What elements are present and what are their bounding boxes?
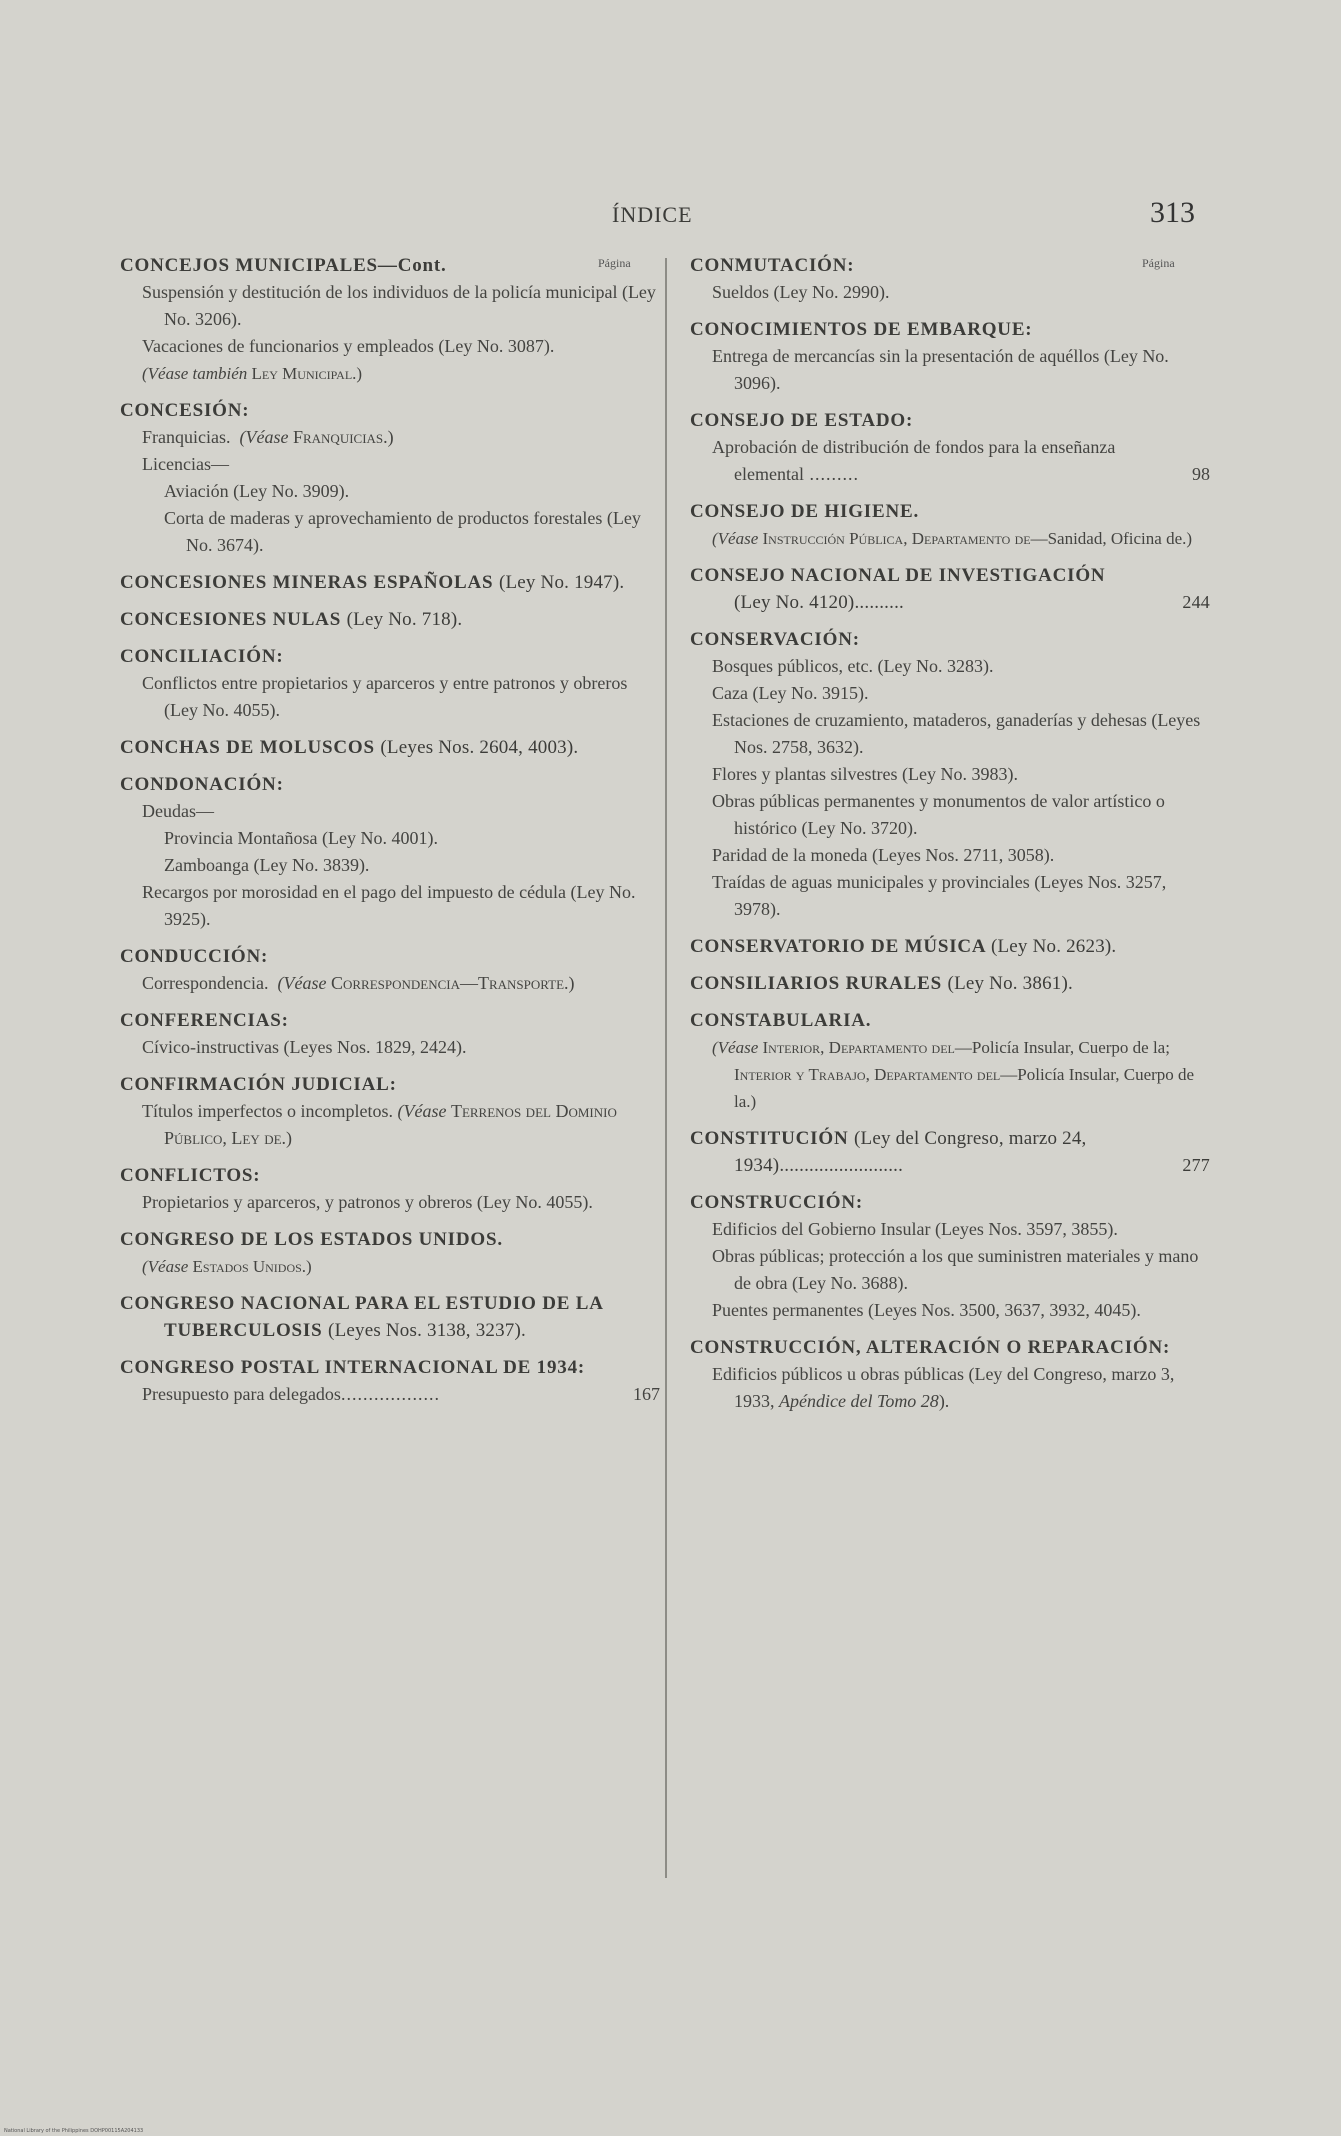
entry-heading: CONSTITUCIÓN (Ley del Congreso, marzo 24, 1934)......................... 277: [690, 1125, 1210, 1179]
see-target: Estados Unidos.): [192, 1257, 312, 1276]
entry-sub: Edificios del Gobierno Insular (Leyes Nos. 3597, 3855).: [712, 1219, 1118, 1239]
running-head: ÍNDICE: [612, 202, 693, 227]
entry-sub: [120, 1098, 660, 1152]
see-word: (Véase: [142, 1257, 189, 1276]
entry-heading: CONCESIÓN:: [120, 400, 250, 421]
see-target: Terrenos del Dominio Público, Ley de.): [164, 1101, 617, 1148]
entry-sub: Flores y plantas silvestres (Ley No. 3983).: [712, 764, 1018, 784]
see-reference: [690, 525, 1210, 552]
see-tail: —Sanidad, Oficina de.): [1030, 529, 1193, 548]
index-entry: [690, 1189, 1210, 1324]
entry-sub: Propietarios y aparceros, y patronos y obreros (Ley No. 4055).: [142, 1192, 593, 1212]
entry-sub: Deudas—: [142, 801, 214, 821]
entry-sub: Paridad de la moneda (Leyes Nos. 2711, 3058).: [712, 845, 1055, 865]
see-word: (Véase: [712, 529, 759, 548]
index-entry: [120, 1071, 660, 1152]
entry-heading: CONFERENCIAS:: [120, 1010, 289, 1031]
see-word: (Véase: [239, 427, 289, 447]
entry-heading: CONSTABULARIA.: [690, 1010, 872, 1031]
heading-text: CONCESIONES NULAS: [120, 609, 342, 630]
heading-text: CONSILIARIOS RURALES: [690, 973, 942, 994]
heading-tail: (Ley No. 2623).: [990, 936, 1117, 957]
heading-text: CONGRESO NACIONAL PARA EL ESTUDIO DE LA TUBERCULOSIS: [120, 1293, 603, 1341]
entry-sub: [690, 1361, 1210, 1415]
see-tail: —Policía Insular, Cuerpo de la.): [734, 1065, 1195, 1111]
entry-heading: CONSEJO NACIONAL DE INVESTIGACIÓN (Ley No. 4120).......... 244: [690, 562, 1210, 616]
entry-heading: CONFLICTOS:: [120, 1165, 261, 1186]
entry-heading: CONSEJO DE ESTADO:: [690, 410, 914, 431]
heading-text: CONSERVATORIO DE MÚSICA: [690, 936, 986, 957]
entry-heading: CONSTRUCCIÓN:: [690, 1192, 863, 1213]
heading-tail: (Ley No. 718).: [346, 609, 463, 630]
entry-heading: CONDONACIÓN:: [120, 774, 284, 795]
heading-text: CONSEJO NACIONAL DE INVESTIGACIÓN: [690, 565, 1106, 586]
page-ref: 277: [1182, 1155, 1210, 1175]
entry-sub: Estaciones de cruzamiento, mataderos, ganaderías y dehesas (Leyes Nos. 2758, 3632).: [712, 710, 1201, 757]
see-target: Ley Municipal.): [251, 364, 363, 383]
page-column-label: Página: [1142, 256, 1175, 270]
sub-text: Aprobación de distribución de fondos para la enseñanza elemental: [712, 437, 1116, 484]
index-entry: [120, 569, 660, 596]
index-entry: [690, 626, 1210, 923]
entry-sub: Entrega de mercancías sin la presentación de aquéllos (Ley No. 3096).: [712, 346, 1169, 393]
heading-text: CONSTITUCIÓN: [690, 1128, 849, 1149]
page-ref: 167: [633, 1384, 660, 1404]
page-ref: 244: [1182, 592, 1210, 612]
entry-heading: [120, 569, 660, 596]
see-target: Correspondencia—Transporte.): [330, 973, 575, 993]
page-column-label: Página: [598, 256, 631, 270]
see-word: (Véase: [397, 1101, 447, 1121]
entry-sub: Cívico-instructivas (Leyes Nos. 1829, 2424).: [142, 1037, 467, 1057]
entry-heading: CONSTRUCCIÓN, ALTERACIÓN O REPARACIÓN:: [690, 1337, 1171, 1358]
index-entry: [120, 1162, 660, 1216]
entry-sub: Puentes permanentes (Leyes Nos. 3500, 3637, 3932, 4045).: [712, 1300, 1141, 1320]
index-entry: [120, 734, 660, 761]
right-column: [690, 252, 1210, 1425]
entry-sub: Aprobación de distribución de fondos para la enseñanza elemental ......... 98: [690, 434, 1210, 488]
entry-sub: Presupuesto para delegados.................. 167: [120, 1381, 660, 1408]
index-entry: [690, 1125, 1210, 1179]
sub-text: Correspondencia.: [142, 973, 269, 993]
entry-sub: Corta de maderas y aprovechamiento de productos forestales (Ley No. 3674).: [164, 508, 641, 555]
entry-sub: Obras públicas; protección a los que suministren materiales y mano de obra (Ley No. 3688).: [712, 1246, 1199, 1293]
entry-heading: CONCILIACIÓN:: [120, 646, 284, 667]
entry-sub: Aviación (Ley No. 3909).: [164, 481, 350, 501]
entry-heading: CONSEJO DE HIGIENE.: [690, 501, 919, 522]
entry-heading: [120, 1290, 660, 1344]
index-entry: [690, 252, 1210, 306]
heading-tail: (Ley No. 4120): [734, 592, 855, 613]
index-entry: [690, 970, 1210, 997]
index-entry: [690, 933, 1210, 960]
entry-sub: Zamboanga (Ley No. 3839).: [164, 855, 370, 875]
index-entry: [120, 1354, 660, 1408]
index-entry: [120, 1290, 660, 1344]
entry-sub: Licencias—: [142, 454, 229, 474]
index-entry: [120, 397, 660, 559]
index-entry: [120, 1007, 660, 1061]
entry-sub: Caza (Ley No. 3915).: [712, 683, 869, 703]
sub-text-end: ).: [938, 1391, 950, 1411]
entry-sub: Conflictos entre propietarios y aparceros y entre patronos y obreros (Ley No. 4055).: [142, 673, 628, 720]
see-word: (Véase también: [142, 364, 248, 383]
entry-heading: CONCEJOS MUNICIPALES—Cont.: [120, 255, 447, 276]
sub-text: Edificios públicos u obras públicas (Ley del Congreso, marzo 3, 1933,: [712, 1364, 1175, 1411]
entry-heading: CONSERVACIÓN:: [690, 629, 860, 650]
entry-sub: Vacaciones de funcionarios y empleados (Ley No. 3087).: [142, 336, 555, 356]
index-entry: [120, 606, 660, 633]
sub-text: Franquicias.: [142, 427, 231, 447]
entry-sub: [120, 970, 660, 997]
see-reference: [690, 1034, 1210, 1115]
index-entry: [120, 771, 660, 933]
heading-tail: (Leyes Nos. 2604, 4003).: [380, 737, 579, 758]
heading-text: CONCHAS DE MOLUSCOS: [120, 737, 375, 758]
see-target: Interior y Trabajo, Departamento del: [734, 1065, 1001, 1084]
see-reference: [120, 1253, 660, 1280]
column-rule: [665, 258, 667, 1878]
heading-tail: (Leyes Nos. 3138, 3237).: [328, 1320, 526, 1341]
scan-footer: National Library of the Philippines DOHP00115A204133: [4, 2128, 144, 2134]
entry-heading: [120, 606, 660, 633]
italic-ref: Apéndice del Tomo 28: [779, 1391, 939, 1411]
page-number: 313: [1150, 196, 1195, 229]
see-word: (Véase: [712, 1038, 759, 1057]
entry-heading: CONFIRMACIÓN JUDICIAL:: [120, 1074, 397, 1095]
index-entry: [690, 407, 1210, 488]
entry-sub: Recargos por morosidad en el pago del impuesto de cédula (Ley No. 3925).: [142, 882, 636, 929]
see-reference: [120, 360, 660, 387]
entry-heading: [690, 970, 1210, 997]
page-header: [0, 196, 1341, 236]
entry-heading: CONMUTACIÓN:: [690, 255, 855, 276]
see-target: Instrucción Pública, Departamento de: [762, 529, 1031, 548]
entry-heading: CONDUCCIÓN:: [120, 946, 269, 967]
entry-sub: Obras públicas permanentes y monumentos de valor artístico o histórico (Ley No. 3720).: [712, 791, 1165, 838]
index-entry: [690, 1334, 1210, 1415]
entry-sub: Suspensión y destitución de los individuos de la policía municipal (Ley No. 3206).: [142, 282, 656, 329]
index-entry: [690, 316, 1210, 397]
left-column: [120, 252, 660, 1418]
see-target: Franquicias.): [292, 427, 394, 447]
index-entry: [120, 1226, 660, 1280]
sub-text: Títulos imperfectos o incompletos.: [142, 1101, 393, 1121]
index-entry: [690, 498, 1210, 552]
see-word: (Véase: [277, 973, 327, 993]
entry-sub: Traídas de aguas municipales y provinciales (Leyes Nos. 3257, 3978).: [712, 872, 1167, 919]
entry-sub: [120, 424, 660, 451]
heading-text: CONCESIONES MINERAS ESPAÑOLAS: [120, 572, 494, 593]
entry-heading: [690, 933, 1210, 960]
index-entry: [120, 252, 660, 387]
entry-sub: Provincia Montañosa (Ley No. 4001).: [164, 828, 438, 848]
entry-heading: CONGRESO DE LOS ESTADOS UNIDOS.: [120, 1229, 503, 1250]
entry-heading: CONOCIMIENTOS DE EMBARQUE:: [690, 319, 1033, 340]
heading-tail: (Ley No. 3861).: [947, 973, 1073, 994]
entry-sub: Sueldos (Ley No. 2990).: [712, 282, 890, 302]
index-entry: [690, 562, 1210, 616]
heading-tail: (Ley del Congreso, marzo 24, 1934): [734, 1128, 1087, 1176]
entry-heading: [120, 734, 660, 761]
sub-text: Presupuesto para delegados: [142, 1384, 341, 1404]
index-entry: [120, 943, 660, 997]
see-tail: —Policía Insular, Cuerpo de la;: [954, 1038, 1170, 1057]
entry-sub: Bosques públicos, etc. (Ley No. 3283).: [712, 656, 994, 676]
index-entry: [120, 643, 660, 724]
see-target: Interior, Departamento del: [762, 1038, 955, 1057]
index-entry: [690, 1007, 1210, 1115]
entry-heading: CONGRESO POSTAL INTERNACIONAL DE 1934:: [120, 1357, 586, 1378]
page-ref: 98: [1192, 464, 1210, 484]
heading-tail: (Ley No. 1947).: [498, 572, 625, 593]
